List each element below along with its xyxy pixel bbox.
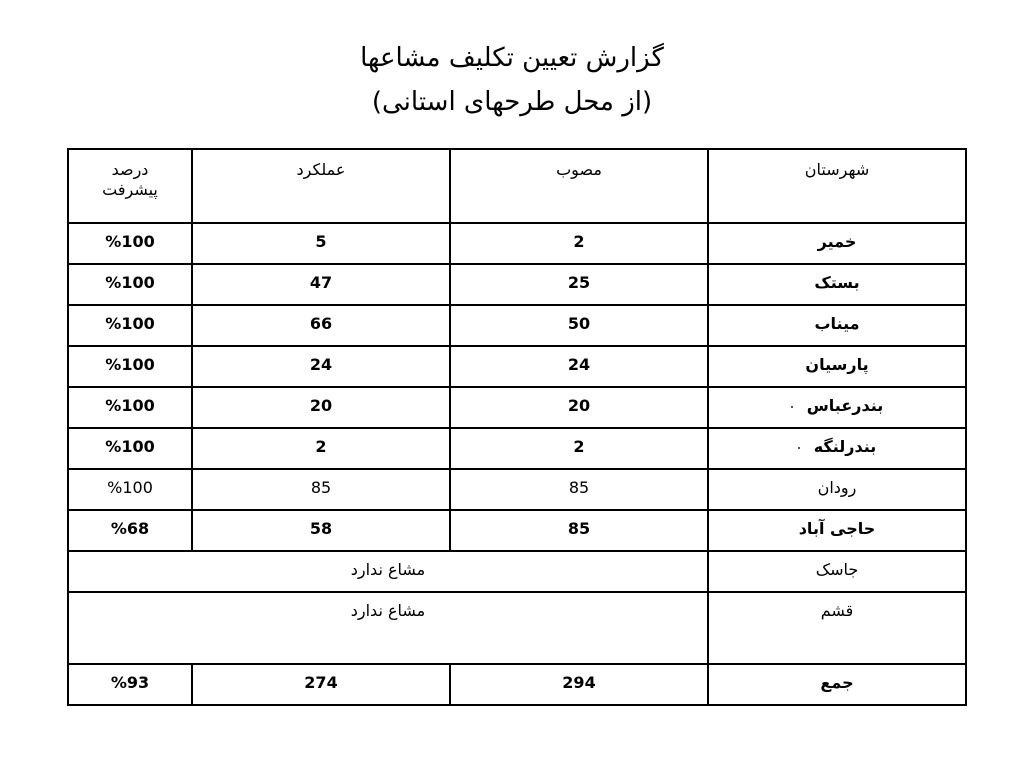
row-percent: %68 xyxy=(68,510,192,551)
row-percent: %100 xyxy=(68,428,192,469)
table-row xyxy=(68,428,966,469)
row-city: بندرلنگه xyxy=(813,437,877,456)
table-row xyxy=(68,305,966,346)
row-percent: %100 xyxy=(68,305,192,346)
row-approved: 25 xyxy=(450,264,708,305)
row-city: حاجی آباد xyxy=(708,510,966,551)
stray-dot-mark xyxy=(791,406,793,408)
row-percent: %100 xyxy=(68,264,192,305)
stray-dot-mark xyxy=(798,447,800,449)
total-approved: 294 xyxy=(450,664,708,705)
row-city: بستک xyxy=(708,264,966,305)
table-row xyxy=(68,469,966,510)
row-city-cell xyxy=(708,387,966,428)
row-approved: 2 xyxy=(450,428,708,469)
table-row xyxy=(68,264,966,305)
row-approved: 24 xyxy=(450,346,708,387)
header-performance: عملکرد xyxy=(192,149,450,223)
row-percent: %100 xyxy=(68,223,192,264)
table-header-row xyxy=(68,149,966,223)
row-percent: %100 xyxy=(68,346,192,387)
row-performance: 58 xyxy=(192,510,450,551)
row-performance: 66 xyxy=(192,305,450,346)
row-performance: 85 xyxy=(192,469,450,510)
row-percent: %100 xyxy=(68,387,192,428)
row-performance: 20 xyxy=(192,387,450,428)
row-performance: 47 xyxy=(192,264,450,305)
row-city: رودان xyxy=(708,469,966,510)
total-label: جمع xyxy=(708,664,966,705)
header-city: شهرستان xyxy=(708,149,966,223)
row-approved: 2 xyxy=(450,223,708,264)
table-row xyxy=(68,387,966,428)
row-approved: 50 xyxy=(450,305,708,346)
row-city: قشم xyxy=(708,592,966,664)
header-percent-line1: درصد xyxy=(111,160,149,179)
row-performance: 2 xyxy=(192,428,450,469)
report-title: گزارش تعیین تکلیف مشاعها xyxy=(360,43,664,73)
header-approved: مصوب xyxy=(450,149,708,223)
header-percent xyxy=(68,149,192,223)
table-row xyxy=(68,346,966,387)
report-subtitle: (از محل طرحهای استانی) xyxy=(371,87,653,117)
table-total-row xyxy=(68,664,966,705)
total-percent: %93 xyxy=(68,664,192,705)
table-row-no-share xyxy=(68,592,966,664)
row-percent: %100 xyxy=(68,469,192,510)
row-approved: 85 xyxy=(450,469,708,510)
row-performance: 24 xyxy=(192,346,450,387)
share-assignment-table xyxy=(67,148,967,706)
table-row xyxy=(68,223,966,264)
report-title-block xyxy=(0,36,1024,124)
row-city-cell xyxy=(708,428,966,469)
row-city: جاسک xyxy=(708,551,966,592)
table-row-no-share xyxy=(68,551,966,592)
table-row xyxy=(68,510,966,551)
row-city: میناب xyxy=(708,305,966,346)
row-approved: 20 xyxy=(450,387,708,428)
row-performance: 5 xyxy=(192,223,450,264)
row-no-share-note: مشاع ندارد xyxy=(68,592,708,664)
row-no-share-note: مشاع ندارد xyxy=(68,551,708,592)
row-approved: 85 xyxy=(450,510,708,551)
row-city: خمیر xyxy=(708,223,966,264)
row-city: پارسیان xyxy=(708,346,966,387)
row-city: بندرعباس xyxy=(806,396,884,415)
total-performance: 274 xyxy=(192,664,450,705)
header-percent-line2: پیشرفت xyxy=(102,180,158,199)
